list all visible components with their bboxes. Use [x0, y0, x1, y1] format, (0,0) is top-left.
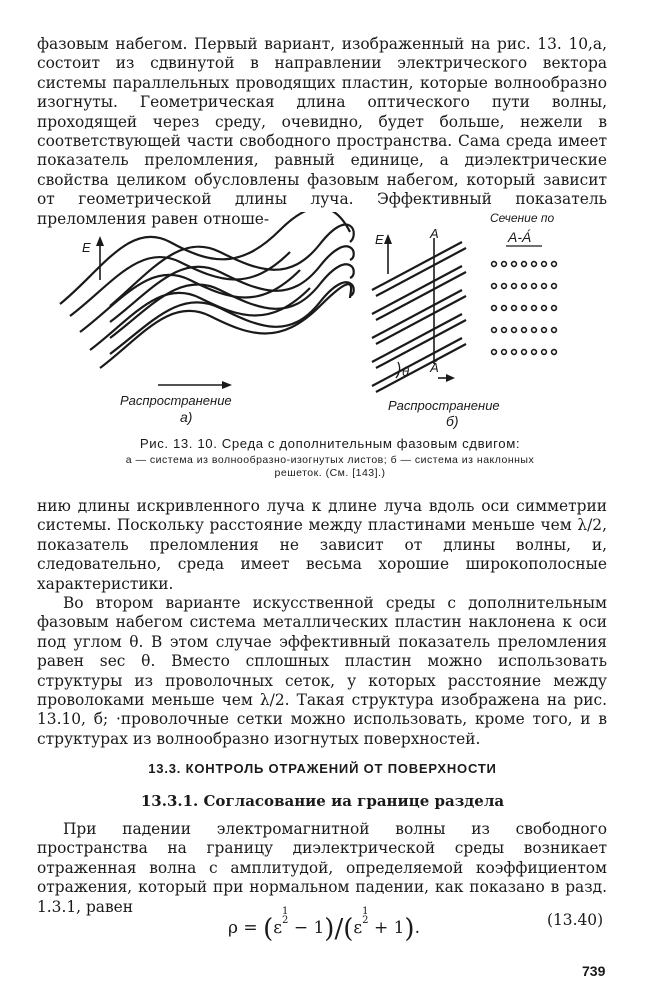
wavy-plates	[60, 212, 354, 368]
eq-end: .	[414, 918, 420, 938]
sublabel-b: б)	[446, 413, 459, 429]
paren-close-2: )	[404, 914, 415, 944]
eq-eps-2: ε	[353, 918, 363, 938]
theta-arc	[396, 362, 400, 378]
paragraph-3: Во втором варианте искусственной среды с дополнительным фазовым набегом система металлических пластин наклонена к оси под углом θ. В этом случае эффективный показатель преломления равен sec θ. Вместо сплошных пластин можно использовать структуры из проволочных сеток, у которых расстояние между проволоками меньше чем λ/2. Такая структура изображена на рис. 13.10, б; ·проволочные сетки можно использовать, кроме того, и в структурах из волнообразно изогнутых поверхностей.	[37, 594, 607, 748]
tilted-plates	[372, 242, 466, 392]
label-a-top: A	[430, 226, 439, 241]
caption-line-2: а — система из волнообразно-изогнутых листов; б — система из наклонных	[125, 454, 535, 466]
exp-1-num: 1	[282, 906, 289, 917]
label-a-bottom: Á	[430, 360, 439, 375]
paragraph-1: фазовым набегом. Первый вариант, изображенный на рис. 13. 10,а, состоит из сдвинутой в направлении электрического вектора системы параллельных проводящих пластин, которые волнообразно изогнуты. Геометрическая длина оптического пути волны, проходящей через среду, очевидно, будет больше, нежели в соответствующей части свободного пространства. Сама среда имеет показатель преломления, равный единице, а диэлектрические свойства целиком обусловлены фазовым набегом, который зависит от геометрической длины луча. Эффективный показатель преломления равен отноше-	[37, 35, 607, 228]
paren-open-2: (	[343, 914, 354, 944]
theta-label: θ	[402, 364, 410, 379]
e-arrow-head	[96, 236, 104, 246]
eq-slash: /	[334, 914, 344, 944]
eq-plus: + 1	[373, 918, 405, 938]
paragraph-2: нию длины искривленного луча к длине луча вдоль оси симметрии системы. Поскольку расстояние между пластинами меньше чем λ/2, показатель преломления не зависит от длины волны, и, следовательно, среда имеет весьма хорошие широкополосные характеристики.	[37, 497, 607, 593]
caption-line-3: решеток. (См. [143].)	[274, 467, 386, 479]
sublabel-a: а)	[180, 409, 193, 425]
e-label-b: E	[375, 232, 384, 247]
wire-cross-section-grid	[492, 262, 557, 355]
e-label-a: E	[82, 240, 91, 255]
subsection-heading: 13.3.1. Согласование иа границе раздела	[140, 792, 505, 810]
propagation-label-b: Распространение	[388, 398, 500, 413]
equation-body	[228, 907, 420, 944]
eq-lhs: ρ =	[228, 918, 258, 938]
page-number: 739	[582, 963, 606, 979]
equation-number: (13.40)	[547, 911, 604, 929]
figure-13-10	[50, 212, 610, 440]
eq-eps-1: ε	[273, 918, 283, 938]
exp-2	[362, 907, 368, 925]
section-label-line2: А-А́	[508, 229, 532, 245]
section-heading: 13.3. КОНТРОЛЬ ОТРАЖЕНИЙ ОТ ПОВЕРХНОСТИ	[148, 761, 497, 776]
figure-caption-body	[60, 454, 600, 480]
paragraph-4: При падении электромагнитной волны из свободного пространства на границу диэлектрической среды возникает отраженная волна с амплитудой, определяемой коэффициентом отражения, который при нормальном падении, как показано в разд. 1.3.1, равен	[37, 820, 607, 916]
exp-2-den: 2	[362, 915, 369, 926]
paren-open-1: (	[263, 914, 274, 944]
wavy-plate-9	[100, 284, 351, 368]
exp-2-num: 1	[362, 906, 369, 917]
paren-close-1: )	[324, 914, 335, 944]
eq-minus: − 1	[293, 918, 325, 938]
section-label-line1: Сечение по	[490, 212, 555, 225]
propagation-arrow-b-head	[446, 374, 455, 382]
propagation-arrow-a-head	[222, 381, 232, 389]
e-arrow-head-b	[384, 234, 392, 244]
propagation-label-a: Распространение	[120, 393, 232, 408]
exp-1-den: 2	[282, 915, 289, 926]
figure-caption-title: Рис. 13. 10. Среда с дополнительным фазовым сдвигом:	[139, 436, 521, 451]
exp-1	[282, 907, 288, 925]
equation-13-40	[0, 907, 645, 943]
